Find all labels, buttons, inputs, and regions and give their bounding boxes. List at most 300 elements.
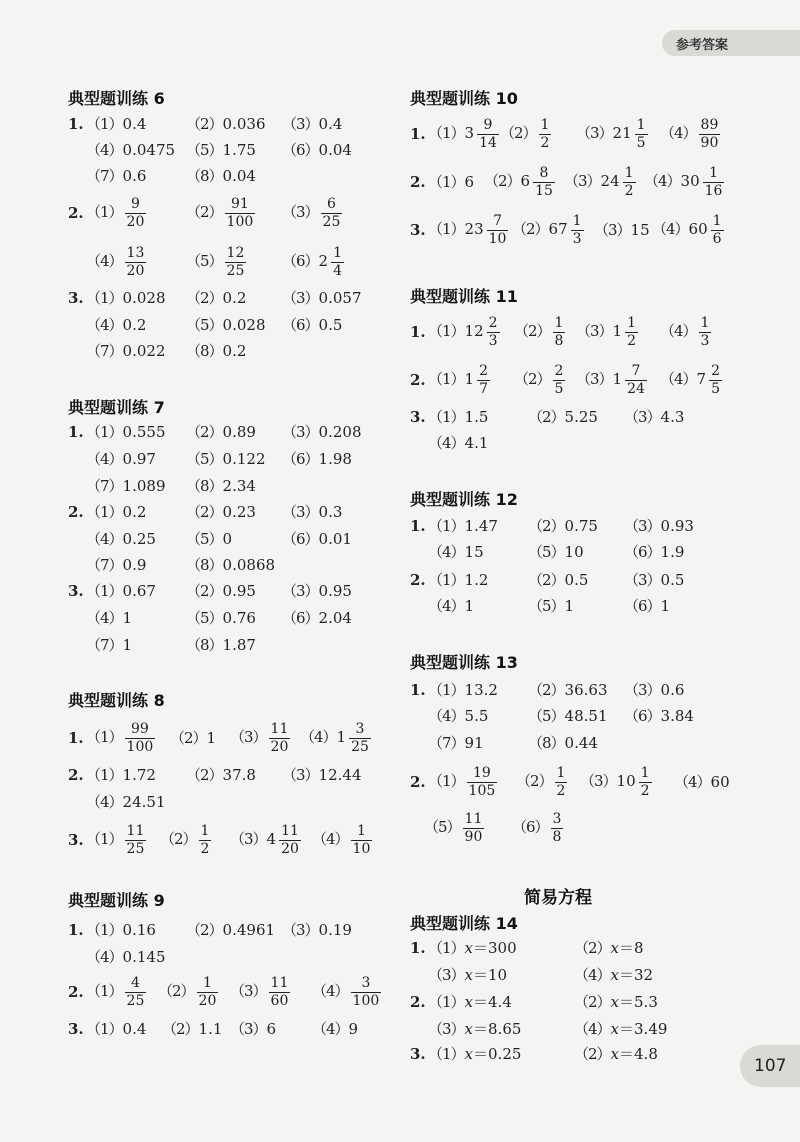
numerator: 1	[200, 822, 210, 839]
denominator: 6	[712, 230, 722, 247]
denominator: 60	[270, 992, 289, 1009]
item-marker: （4）	[644, 172, 681, 190]
answer-item	[86, 1019, 147, 1038]
answer-value: 0.23	[222, 502, 256, 521]
answer-item	[86, 920, 156, 939]
answer-value: 3.84	[660, 706, 694, 725]
answer-item	[624, 542, 685, 561]
item-marker: （2）	[170, 728, 207, 747]
item-marker: （2）	[160, 830, 197, 848]
fraction	[477, 118, 499, 150]
item-marker: （1）	[428, 772, 465, 790]
answer-value: 0.5	[318, 315, 343, 334]
answer-item	[580, 766, 654, 798]
denominator: 2	[540, 134, 550, 151]
fraction	[709, 364, 722, 396]
item-marker: （3）	[282, 920, 319, 939]
item-marker: （4）	[300, 728, 337, 746]
answer-value: 0.95	[222, 581, 256, 600]
answer-value: 5.25	[564, 407, 598, 426]
variable: x	[610, 992, 620, 1011]
fraction	[553, 364, 566, 396]
whole-part: 1	[612, 370, 623, 388]
section-title: 典型题训练 8	[68, 691, 165, 710]
section-title: 典型题训练 12	[410, 490, 518, 509]
item-marker: （1）	[86, 422, 123, 441]
item-marker: （6）	[282, 449, 319, 468]
item-marker: （3）	[282, 581, 319, 600]
item-marker: （4）	[86, 315, 123, 334]
answer-item	[282, 246, 346, 278]
fraction	[125, 197, 147, 229]
answer-item	[86, 608, 133, 627]
item-marker: （3）	[576, 322, 613, 340]
numerator: 1	[709, 164, 719, 181]
item-marker: （8）	[186, 476, 223, 495]
item-marker: （1）	[428, 220, 465, 238]
answer-item	[186, 114, 266, 133]
problem-number: 3.	[68, 831, 84, 849]
answer-value: 1	[564, 596, 575, 615]
item-marker: （1）	[428, 992, 465, 1011]
answer-item	[660, 364, 724, 396]
answer-item	[428, 407, 489, 426]
answer-value: 6	[464, 172, 475, 191]
answer-item	[186, 315, 266, 334]
item-marker: （2）	[528, 407, 565, 426]
item-marker: （1）	[86, 581, 123, 600]
answer-item	[512, 214, 586, 246]
answer-item	[86, 449, 156, 468]
answer-item	[86, 824, 148, 856]
numerator: 2	[554, 362, 564, 379]
answer-value: ＝4.8	[619, 1044, 658, 1063]
item-marker: （6）	[282, 252, 319, 270]
answer-value: 0.93	[660, 516, 694, 535]
item-marker: （2）	[574, 1044, 611, 1063]
answer-item	[624, 570, 685, 589]
answer-value: 0.2	[122, 502, 147, 521]
variable: x	[464, 965, 474, 984]
answer-value: 0.9	[122, 555, 147, 574]
denominator: 7	[479, 380, 489, 397]
item-marker: （3）	[282, 502, 319, 521]
item-marker: （6）	[282, 608, 319, 627]
numerator: 1	[640, 764, 650, 781]
denominator: 2	[556, 782, 566, 799]
fraction	[125, 722, 156, 754]
answer-item	[86, 792, 166, 811]
whole-part: 7	[696, 370, 707, 388]
numerator: 11	[281, 822, 299, 839]
item-marker: （7）	[86, 635, 123, 654]
problem-number: 1.	[68, 115, 84, 133]
section-title: 典型题训练 14	[410, 914, 518, 933]
answer-item	[528, 596, 575, 615]
item-marker: （2）	[500, 124, 537, 142]
answer-value: 0.19	[318, 920, 352, 939]
numerator: 11	[464, 810, 483, 827]
problem-number: 1.	[410, 681, 426, 699]
item-marker: （5）	[528, 706, 565, 725]
answer-value: 0.3	[318, 502, 343, 521]
whole-part: 1	[612, 322, 623, 340]
answer-value: 0.2	[122, 315, 147, 334]
fraction	[625, 316, 638, 348]
answer-item	[428, 364, 492, 396]
item-marker: （3）	[576, 124, 613, 142]
item-marker: （1）	[86, 114, 123, 133]
answer-value: 6	[266, 1019, 277, 1038]
item-marker: （2）	[528, 680, 565, 699]
fraction	[197, 976, 219, 1008]
section-title: 典型题训练 10	[410, 89, 518, 108]
answer-value: 0.028	[122, 288, 166, 307]
answer-item	[594, 220, 650, 239]
fraction	[351, 976, 382, 1008]
denominator: 24	[627, 380, 645, 397]
answer-item	[230, 722, 292, 754]
item-marker: （2）	[528, 570, 565, 589]
answer-item	[516, 766, 569, 798]
fraction	[539, 118, 552, 150]
answer-item	[528, 407, 598, 426]
item-marker: （2）	[186, 422, 223, 441]
denominator: 105	[468, 782, 496, 799]
answer-item	[428, 766, 499, 798]
answer-item	[86, 166, 147, 185]
item-marker: （1）	[428, 172, 465, 191]
item-marker: （8）	[186, 555, 223, 574]
variable: x	[610, 938, 620, 957]
item-marker: （4）	[574, 1019, 611, 1038]
item-marker: （4）	[312, 1019, 349, 1038]
item-marker: （3）	[624, 407, 661, 426]
answer-item	[576, 316, 640, 348]
answer-value: 0.0475	[122, 140, 176, 159]
answer-item	[282, 608, 352, 627]
answer-value: 0.95	[318, 581, 352, 600]
answer-item	[186, 140, 256, 159]
fraction	[699, 118, 721, 150]
numerator: 3	[361, 974, 371, 991]
numerator: 1	[627, 314, 637, 331]
fraction	[703, 166, 725, 198]
item-marker: （2）	[574, 938, 611, 957]
answer-item	[162, 1019, 223, 1038]
item-marker: （4）	[86, 792, 123, 811]
answer-item	[428, 570, 489, 589]
answer-value: 0	[222, 529, 233, 548]
answer-item	[186, 449, 266, 468]
denominator: 90	[700, 134, 719, 151]
item-marker: （1）	[86, 502, 123, 521]
problem-number: 3.	[68, 582, 84, 600]
fraction	[635, 118, 648, 150]
item-marker: （5）	[528, 596, 565, 615]
answer-item	[282, 114, 343, 133]
page-number: 107	[754, 1056, 787, 1076]
problem-number: 1.	[410, 939, 426, 957]
fraction	[321, 197, 343, 229]
answer-value: ＝4.4	[473, 992, 512, 1011]
answer-value: 60	[710, 772, 730, 791]
answer-value: 1.089	[122, 476, 166, 495]
item-marker: （4）	[428, 706, 465, 725]
fraction	[533, 166, 555, 198]
fraction	[463, 812, 485, 844]
denominator: 5	[636, 134, 646, 151]
section-title: 典型题训练 13	[410, 653, 518, 672]
numerator: 1	[203, 974, 212, 991]
item-marker: （2）	[186, 920, 223, 939]
item-marker: （1）	[86, 765, 123, 784]
whole-part: 21	[612, 124, 632, 142]
whole-part: 12	[464, 322, 484, 340]
numerator: 3	[355, 720, 365, 737]
item-marker: （4）	[428, 433, 465, 452]
variable: x	[610, 1044, 620, 1063]
problem-number: 2.	[68, 503, 84, 521]
whole-part: 30	[680, 172, 700, 190]
answer-item	[186, 581, 256, 600]
answer-item	[86, 529, 156, 548]
answer-item	[86, 722, 157, 754]
answer-item	[574, 1019, 668, 1038]
item-marker: （2）	[186, 288, 223, 307]
answer-value: 37.8	[222, 765, 256, 784]
answer-item	[624, 596, 671, 615]
denominator: 25	[351, 738, 369, 755]
fraction	[125, 246, 147, 278]
item-marker: （3）	[230, 830, 267, 848]
answer-value: 0.97	[122, 449, 156, 468]
answer-item	[282, 288, 362, 307]
answer-value: 9	[348, 1019, 359, 1038]
numerator: 1	[540, 116, 550, 133]
answer-item	[312, 1019, 359, 1038]
item-marker: （4）	[86, 449, 123, 468]
answer-item	[574, 938, 644, 957]
item-marker: （1）	[428, 407, 465, 426]
answer-item	[186, 635, 256, 654]
numerator: 9	[131, 195, 140, 212]
denominator: 20	[270, 738, 289, 755]
answer-value: 0.555	[122, 422, 166, 441]
item-marker: （4）	[674, 772, 711, 791]
answer-item	[230, 1019, 277, 1038]
numerator: 6	[327, 195, 336, 212]
item-marker: （1）	[428, 680, 465, 699]
answer-item	[624, 516, 694, 535]
answer-value: 1	[464, 596, 475, 615]
answer-value: 0.75	[564, 516, 598, 535]
answer-item	[282, 315, 343, 334]
whole-part: 3	[464, 124, 475, 142]
numerator: 12	[226, 244, 245, 261]
numerator: 19	[473, 764, 491, 781]
whole-part: 23	[464, 220, 484, 238]
answer-item	[428, 1044, 522, 1063]
denominator: 25	[126, 840, 145, 857]
answer-item	[86, 502, 147, 521]
denominator: 20	[126, 262, 145, 279]
answer-item	[428, 992, 512, 1011]
fraction	[553, 316, 566, 348]
answer-value: ＝5.3	[619, 992, 658, 1011]
item-marker: （2）	[512, 220, 549, 238]
item-marker: （6）	[624, 706, 661, 725]
answer-item	[564, 166, 638, 198]
answer-value: 1.2	[464, 570, 489, 589]
answer-item	[86, 288, 166, 307]
answer-value: 0.208	[318, 422, 362, 441]
answer-value: 1	[206, 728, 217, 747]
item-marker: （2）	[158, 982, 195, 1000]
item-marker: （3）	[564, 172, 601, 190]
answer-value: 13.2	[464, 680, 498, 699]
numerator: 11	[126, 822, 145, 839]
item-marker: （3）	[282, 765, 319, 784]
whole-part: 24	[600, 172, 620, 190]
item-marker: （2）	[516, 772, 553, 790]
answer-value: 4.3	[660, 407, 685, 426]
item-marker: （2）	[186, 203, 223, 221]
numerator: 3	[552, 810, 562, 827]
answer-item	[428, 214, 510, 246]
answer-item	[428, 118, 501, 150]
answer-value: 0.16	[122, 920, 156, 939]
answer-item	[428, 433, 489, 452]
item-marker: （4）	[660, 370, 697, 388]
answer-item	[624, 407, 685, 426]
numerator: 2	[488, 314, 498, 331]
item-marker: （1）	[428, 1044, 465, 1063]
answer-item	[186, 476, 256, 495]
denominator: 25	[126, 992, 145, 1009]
item-marker: （8）	[186, 166, 223, 185]
problem-number: 3.	[410, 221, 426, 239]
problem-number: 2.	[410, 993, 426, 1011]
answer-item	[428, 542, 484, 561]
fraction	[477, 364, 490, 396]
answer-item	[186, 608, 256, 627]
fraction	[125, 824, 147, 856]
answer-item	[512, 812, 565, 844]
answer-value: 15	[464, 542, 484, 561]
item-marker: （4）	[86, 140, 123, 159]
denominator: 5	[554, 380, 564, 397]
answer-value: 0.6	[660, 680, 685, 699]
numerator: 13	[126, 244, 145, 261]
fraction	[225, 246, 247, 278]
whole-part: 4	[266, 830, 277, 848]
item-marker: （1）	[86, 728, 123, 746]
problem-number: 2.	[68, 766, 84, 784]
answer-item	[186, 288, 247, 307]
answer-value: ＝3.49	[619, 1019, 668, 1038]
denominator: 90	[464, 828, 483, 845]
item-marker: （3）	[282, 288, 319, 307]
numerator: 11	[270, 974, 289, 991]
answer-item	[624, 680, 685, 699]
item-marker: （3）	[282, 114, 319, 133]
answer-value: 91	[464, 733, 484, 752]
denominator: 5	[711, 380, 721, 397]
item-marker: （5）	[186, 315, 223, 334]
answer-value: ＝300	[473, 938, 517, 957]
answer-value: 0.04	[222, 166, 256, 185]
answer-item	[574, 1044, 658, 1063]
answer-item	[528, 680, 608, 699]
numerator: 1	[333, 244, 343, 261]
fraction	[699, 316, 712, 348]
item-marker: （7）	[86, 476, 123, 495]
problem-number: 3.	[410, 1045, 426, 1063]
item-marker: （2）	[514, 370, 551, 388]
answer-value: 5.5	[464, 706, 489, 725]
fraction	[349, 722, 371, 754]
answer-item	[186, 920, 276, 939]
answer-item	[428, 733, 484, 752]
answer-item	[576, 364, 649, 396]
answer-value: 0.2	[222, 288, 247, 307]
numerator: 9	[483, 116, 493, 133]
header-label: 参考答案	[676, 38, 729, 53]
numerator: 1	[556, 764, 566, 781]
numerator: 1	[624, 164, 634, 181]
answer-value: ＝10	[473, 965, 508, 984]
answer-value: 0.01	[318, 529, 352, 548]
numerator: 1	[700, 314, 710, 331]
problem-number: 2.	[410, 371, 426, 389]
answer-value: 1	[122, 635, 133, 654]
section-title: 典型题训练 6	[68, 89, 165, 108]
item-marker: （8）	[186, 635, 223, 654]
fraction	[625, 364, 647, 396]
answer-item	[312, 824, 374, 856]
item-marker: （8）	[186, 341, 223, 360]
item-marker: （1）	[86, 1019, 123, 1038]
answer-item	[528, 516, 598, 535]
problem-number: 1.	[410, 517, 426, 535]
answer-item	[86, 476, 166, 495]
answer-item	[428, 938, 517, 957]
fraction	[551, 812, 564, 844]
answer-value: 36.63	[564, 680, 608, 699]
item-marker: （5）	[424, 818, 461, 836]
whole-part: 10	[616, 772, 636, 790]
fraction	[225, 197, 256, 229]
problem-number: 2.	[68, 983, 84, 1001]
answer-item	[86, 581, 156, 600]
item-marker: （3）	[230, 728, 267, 746]
item-marker: （5）	[186, 140, 223, 159]
answer-item	[514, 316, 567, 348]
denominator: 4	[333, 262, 343, 279]
answer-item	[574, 965, 654, 984]
answer-item	[528, 733, 598, 752]
item-marker: （1）	[86, 288, 123, 307]
answer-item	[186, 197, 257, 229]
denominator: 3	[572, 230, 582, 247]
answer-item	[428, 965, 508, 984]
denominator: 3	[488, 332, 498, 349]
answer-value: 1.75	[222, 140, 256, 159]
answer-item	[624, 706, 694, 725]
item-marker: （3）	[428, 965, 465, 984]
denominator: 25	[226, 262, 245, 279]
